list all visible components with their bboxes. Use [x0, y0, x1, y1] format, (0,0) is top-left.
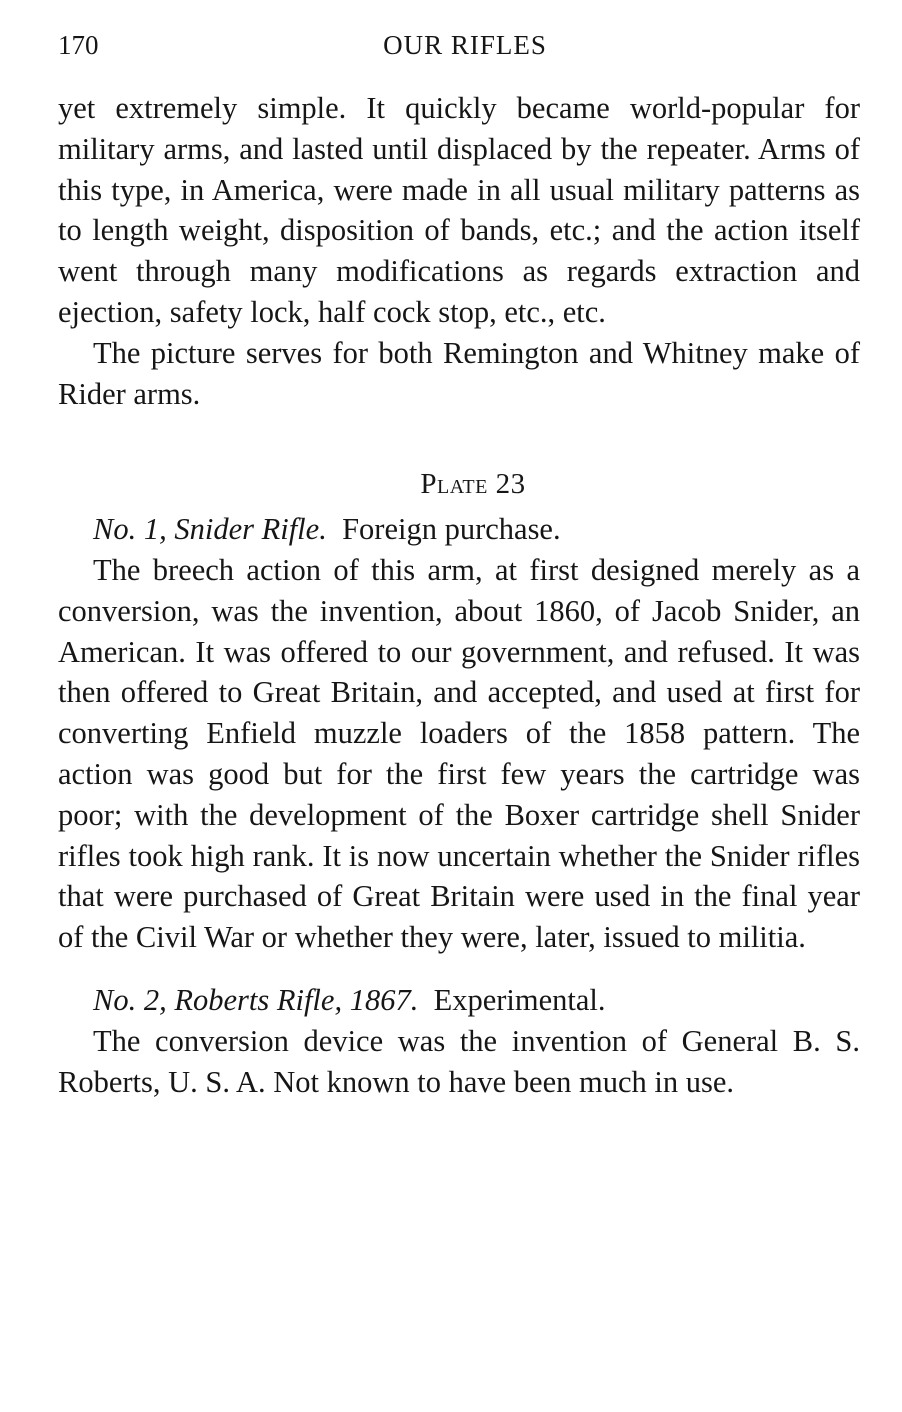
paragraph-picture-note: The picture serves for both Remington and Whitney make of Rider arms.	[58, 335, 860, 411]
entry-spacer	[58, 958, 860, 980]
body-text	[58, 88, 860, 1102]
entry-2-note: Experimental.	[433, 982, 606, 1017]
running-head: OUR RIFLES	[383, 30, 547, 60]
entry-1-note: Foreign purchase.	[342, 512, 561, 547]
entry-1-heading	[58, 509, 860, 550]
entry-2-title: No. 2, Roberts Rifle, 1867.	[93, 982, 419, 1017]
entry-2-body: The conversion device was the invention of General B. S. Roberts, U. S. A. Not known to have been much in use.	[58, 1023, 860, 1099]
page-number: 170	[58, 30, 99, 60]
plate-heading	[58, 464, 860, 505]
entry-1-title: No. 1, Snider Rifle.	[93, 512, 327, 547]
entry-1-body: The breech action of this arm, at first designed merely as a conversion, was the invention, about 1860, of Jacob Snider, an American. It was offered to our government, and refused. It was then offered to Great Britain, and accepted, and used at first for converting Enfield muzzle loaders of the 1858 pattern. The action was good but for the first few years the cartridge was poor; with the development of the Boxer cartridge shell Snider rifles took high rank. It is now uncertain whether the Snider rifles that were purchased of Great Britain were used in the final year of the Civil War or whether they were, later, issued to militia.	[58, 552, 860, 955]
plate-number: 23	[495, 468, 526, 501]
page-header	[58, 26, 858, 66]
plate-word: Plate	[420, 468, 488, 501]
paragraph-continued: yet extremely simple. It quickly became world-popular for military arms, and lasted until displaced by the repeater. Arms of this type, in America, were made in all usual military patterns as to length weight, disposition of bands, etc.; and the action itself went through many modifications as regards extraction and ejection, safety lock, half cock stop, etc., etc.	[58, 91, 860, 329]
entry-2-heading	[58, 980, 860, 1021]
